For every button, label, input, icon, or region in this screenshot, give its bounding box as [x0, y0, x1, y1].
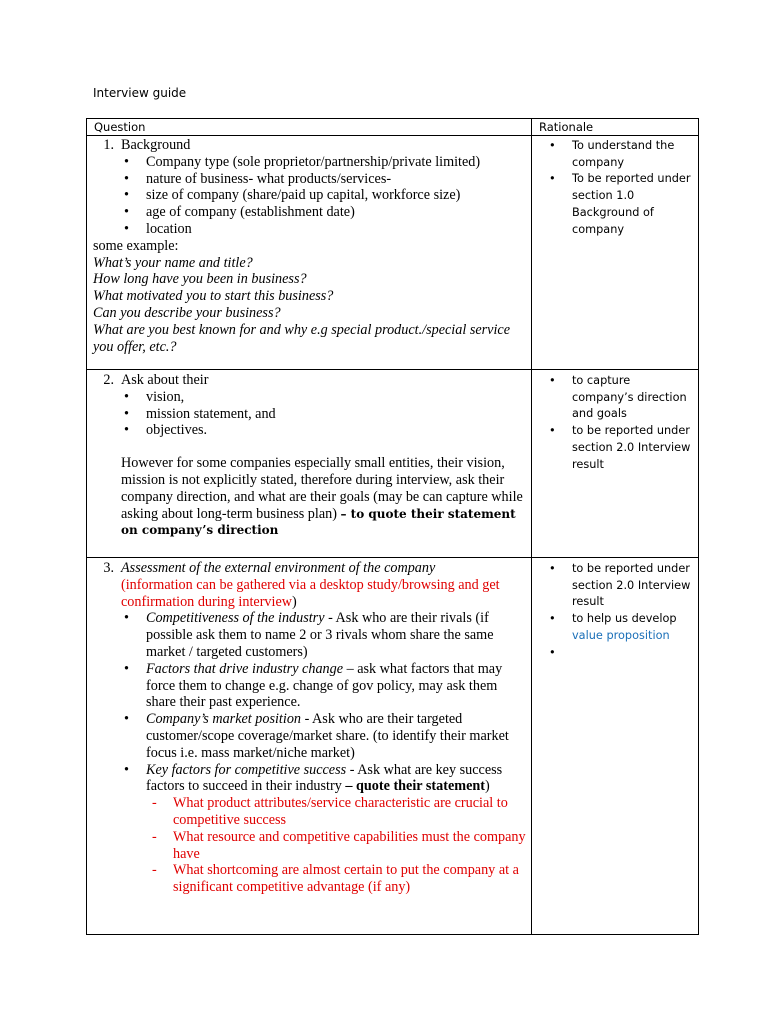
list-item: - What resource and competitive capabilities must the company have — [173, 829, 527, 863]
row-heading: Ask about their — [121, 372, 209, 388]
rationale-item: • To understand the company — [572, 138, 694, 171]
list-item: • Company’s market position - Ask who are their targeted customer/scope coverage/market share. (to identify their market focus i.e. mass market/niche market) — [146, 711, 527, 761]
rationale-item: • to be reported under section 2.0 Interview result — [572, 561, 694, 611]
success-factor-list — [93, 795, 527, 896]
rationale-cell-3 — [532, 558, 699, 935]
question-header: Question — [87, 119, 532, 136]
example-question: How long have you been in business? — [93, 271, 307, 288]
question-cell-3 — [87, 558, 532, 935]
list-item: - What shortcoming are almost certain to put the company at a significant competitive advantage (if any) — [173, 862, 527, 896]
list-item: - What product attributes/service characteristic are crucial to competitive success — [173, 795, 527, 829]
example-question: What motivated you to start this business? — [93, 288, 334, 305]
rationale-item — [572, 611, 694, 644]
table-row — [87, 370, 699, 558]
background-list — [93, 154, 527, 238]
example-question: Can you describe your business? — [93, 304, 281, 321]
table-row — [87, 558, 699, 935]
list-item: • Key factors for competitive success - Ask what are key success factors to succeed in their industry – quote their statement) — [146, 762, 527, 796]
rationale-item: • to be reported under section 2.0 Interview result — [572, 423, 694, 473]
document-title: Interview guide — [93, 86, 187, 100]
list-item: • Company type (sole proprietor/partnership/private limited) — [146, 154, 527, 171]
list-item: • mission statement, and — [146, 406, 527, 423]
question-cell-2 — [87, 370, 532, 558]
row-number: 2. — [103, 372, 114, 388]
list-item: • size of company (share/paid up capital, workforce size) — [146, 187, 527, 204]
row-heading: Assessment of the external environment of the company (information can be gathered via a desktop study/browsing and get confirmation during interview) — [121, 560, 500, 610]
example-question: What are you best known for and why e.g special product./special service you offer, etc.? — [93, 321, 510, 355]
example-label: some example: — [93, 237, 179, 254]
row-number: 1. — [103, 137, 114, 153]
question-cell-1 — [87, 136, 532, 370]
row-heading: Background — [121, 137, 191, 153]
interview-guide-table — [86, 118, 699, 935]
list-item: • Factors that drive industry change – ask what factors that may force them to change e.g. change of gov policy, may ask them share their past experience. — [146, 661, 527, 711]
list-item: • age of company (establishment date) — [146, 204, 527, 221]
list-item: • nature of business- what products/services- — [146, 171, 527, 188]
row-number: 3. — [103, 560, 114, 576]
example-question: What’s your name and title? — [93, 254, 253, 271]
rationale-cell-1 — [532, 136, 699, 370]
list-item: • location — [146, 221, 527, 238]
table-row — [87, 136, 699, 370]
list-item: • Competitiveness of the industry - Ask who are their rivals (if possible ask them to name 2 or 3 rivals whom share the same market / targeted customers) — [146, 610, 527, 660]
rationale-header: Rationale — [532, 119, 699, 136]
table-header-row — [87, 119, 699, 136]
direction-paragraph: However for some companies especially small entities, their vision, mission is not explicitly stated, therefore during interview, ask their company direction, and what are their goals (may be can capture while asking about long-term business plan) – to quote their statement on company’s direction — [121, 455, 523, 538]
value-proposition-text: value proposition — [572, 628, 670, 642]
list-item: • objectives. — [146, 422, 527, 439]
rationale-cell-2 — [532, 370, 699, 558]
vision-list — [93, 389, 527, 439]
rationale-text: to help us develop — [572, 612, 677, 626]
rationale-item: • to capture company’s direction and goals — [572, 373, 694, 423]
assessment-list — [93, 610, 527, 795]
rationale-item: • To be reported under section 1.0 Background of company — [572, 171, 694, 238]
list-item: • vision, — [146, 389, 527, 406]
quote-instruction: – to quote their statement on company’s direction — [121, 506, 516, 538]
